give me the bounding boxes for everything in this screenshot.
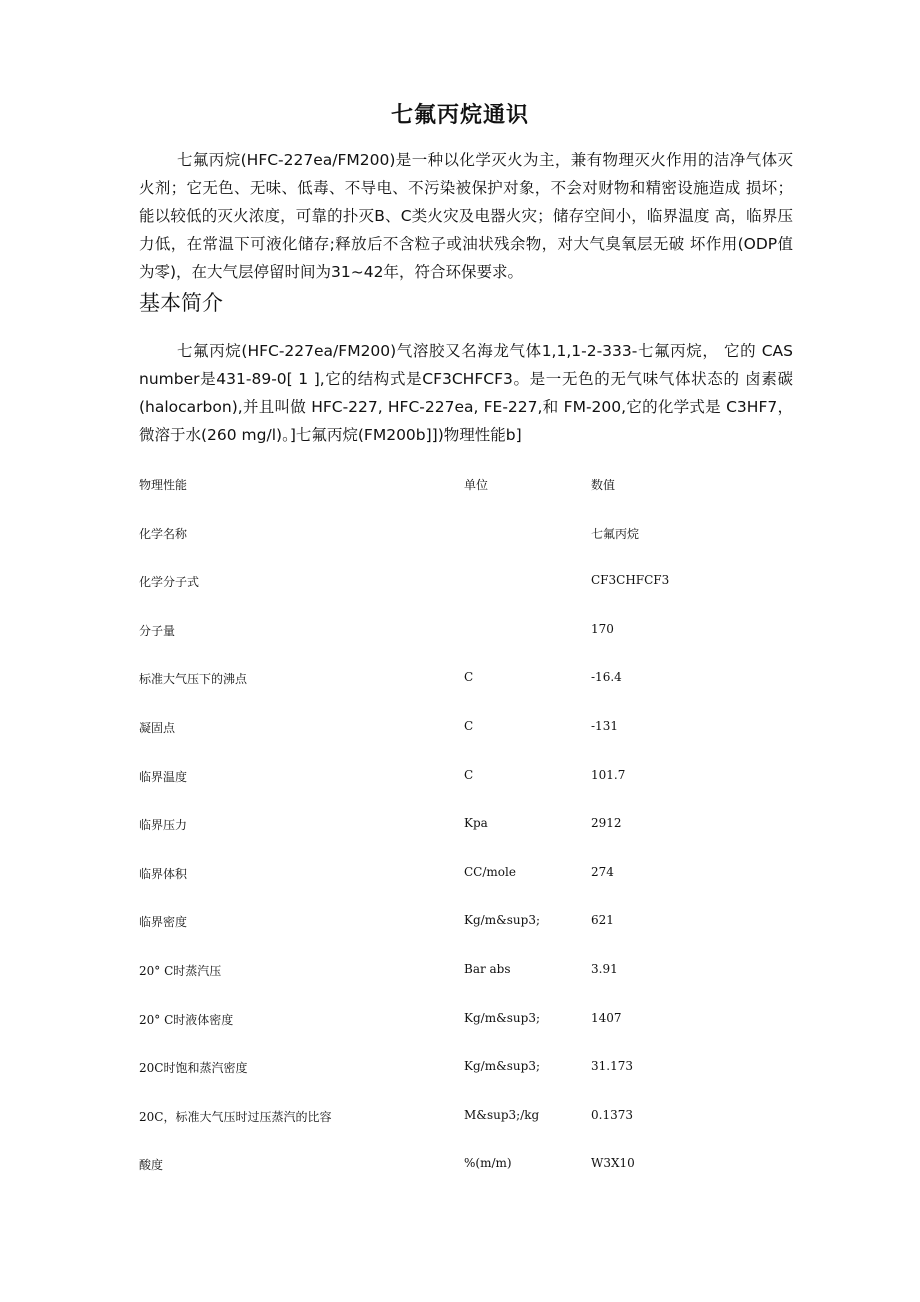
value-cell: 0.1373	[591, 1107, 633, 1122]
property-cell: 化学分子式	[139, 575, 200, 590]
unit-cell: Kpa	[464, 816, 488, 831]
property-cell: 临界温度	[139, 769, 188, 784]
table-row	[139, 715, 793, 764]
value-cell: W3X10	[591, 1156, 635, 1171]
value-cell: 2912	[591, 816, 622, 831]
property-cell: 20C，标准大气压时过压蒸汽的比容	[139, 1109, 332, 1124]
table-row	[139, 569, 793, 618]
value-cell: 七氟丙烷	[591, 526, 640, 541]
property-cell: 临界压力	[139, 818, 188, 833]
table-header-row	[139, 472, 793, 521]
value-cell: 31.173	[591, 1059, 633, 1074]
table-row	[139, 1104, 793, 1153]
physical-properties-table	[139, 472, 793, 1201]
value-cell: 3.91	[591, 961, 618, 976]
property-cell: 酸度	[139, 1158, 164, 1173]
intro-paragraph: 七氟丙烷(HFC-227ea/FM200)是一种以化学灭火为主，兼有物理灭火作用的洁净气体灭火剂；它无色、无味、低毒、不导电、不污染被保护对象，不会对财物和精密设施造成 损坏；能以较低的灭火浓度，可靠的扑灭B、C类火灾及电器火灾；储存空间小，临界温度 高，临界压力低，在常温下可液化储存;释放后不含粒子或油状残余物，对大气臭氧层无破 坏作用(ODP值为零)，在大气层停留时间为31~42年，符合环保要求。	[139, 151, 793, 281]
property-cell: 临界密度	[139, 915, 188, 930]
section-heading: 基本简介	[139, 291, 223, 315]
unit-cell: C	[464, 670, 474, 685]
overview-paragraph: 七氟丙烷(HFC-227ea/FM200)气溶胶又名海龙气体1,1,1-2-333-七氟丙烷， 它的 CAS number是431-89-0[ 1 ],它的结构式是CF3CHFCF3。是一无色的无气味气体状态的 卤素碳(halocarbon),并且叫做 HFC-227, HFC-227ea, FE-227,和 FM-200,它的化学式是 C3HF7，微溶于水(260 mg/l)。]七氟丙烷(FM200b]])物理性能b]	[139, 342, 793, 444]
unit-cell: %(m/m)	[464, 1156, 512, 1171]
value-cell: 170	[591, 621, 614, 636]
unit-cell: CC/mole	[464, 864, 516, 879]
unit-cell: C	[464, 718, 474, 733]
property-cell: 临界体积	[139, 866, 188, 881]
value-cell: CF3CHFCF3	[591, 573, 670, 588]
table-row	[139, 1152, 793, 1201]
table-row	[139, 764, 793, 813]
property-cell: 化学名称	[139, 526, 188, 541]
unit-cell: Bar abs	[464, 961, 511, 976]
document-title: 七氟丙烷通识	[390, 103, 529, 128]
property-cell: 20° C时液体密度	[139, 1012, 234, 1027]
unit-cell: C	[464, 767, 474, 782]
header-property: 物理性能	[139, 478, 188, 492]
table-row	[139, 618, 793, 667]
table-row	[139, 521, 793, 570]
value-cell: 101.7	[591, 767, 626, 782]
table-row	[139, 958, 793, 1007]
value-cell: 274	[591, 864, 614, 879]
header-unit: 单位	[464, 478, 489, 492]
header-value: 数值	[591, 478, 616, 492]
value-cell: 1407	[591, 1010, 622, 1025]
unit-cell: Kg/m&sup3;	[464, 913, 540, 928]
property-cell: 20° C时蒸汽压	[139, 963, 222, 978]
table-row	[139, 1007, 793, 1056]
unit-cell: Kg/m&sup3;	[464, 1010, 540, 1025]
property-cell: 20C时饱和蒸汽密度	[139, 1061, 248, 1076]
property-cell: 分子量	[139, 623, 176, 638]
unit-cell: Kg/m&sup3;	[464, 1059, 540, 1074]
table-row	[139, 812, 793, 861]
property-cell: 标准大气压下的沸点	[139, 672, 248, 687]
value-cell: -131	[591, 718, 618, 733]
unit-cell: M&sup3;/kg	[464, 1107, 540, 1122]
property-cell: 凝固点	[139, 720, 176, 735]
value-cell: 621	[591, 913, 614, 928]
table-row	[139, 666, 793, 715]
table-row	[139, 861, 793, 910]
table-row	[139, 909, 793, 958]
table-row	[139, 1055, 793, 1104]
value-cell: -16.4	[591, 670, 622, 685]
